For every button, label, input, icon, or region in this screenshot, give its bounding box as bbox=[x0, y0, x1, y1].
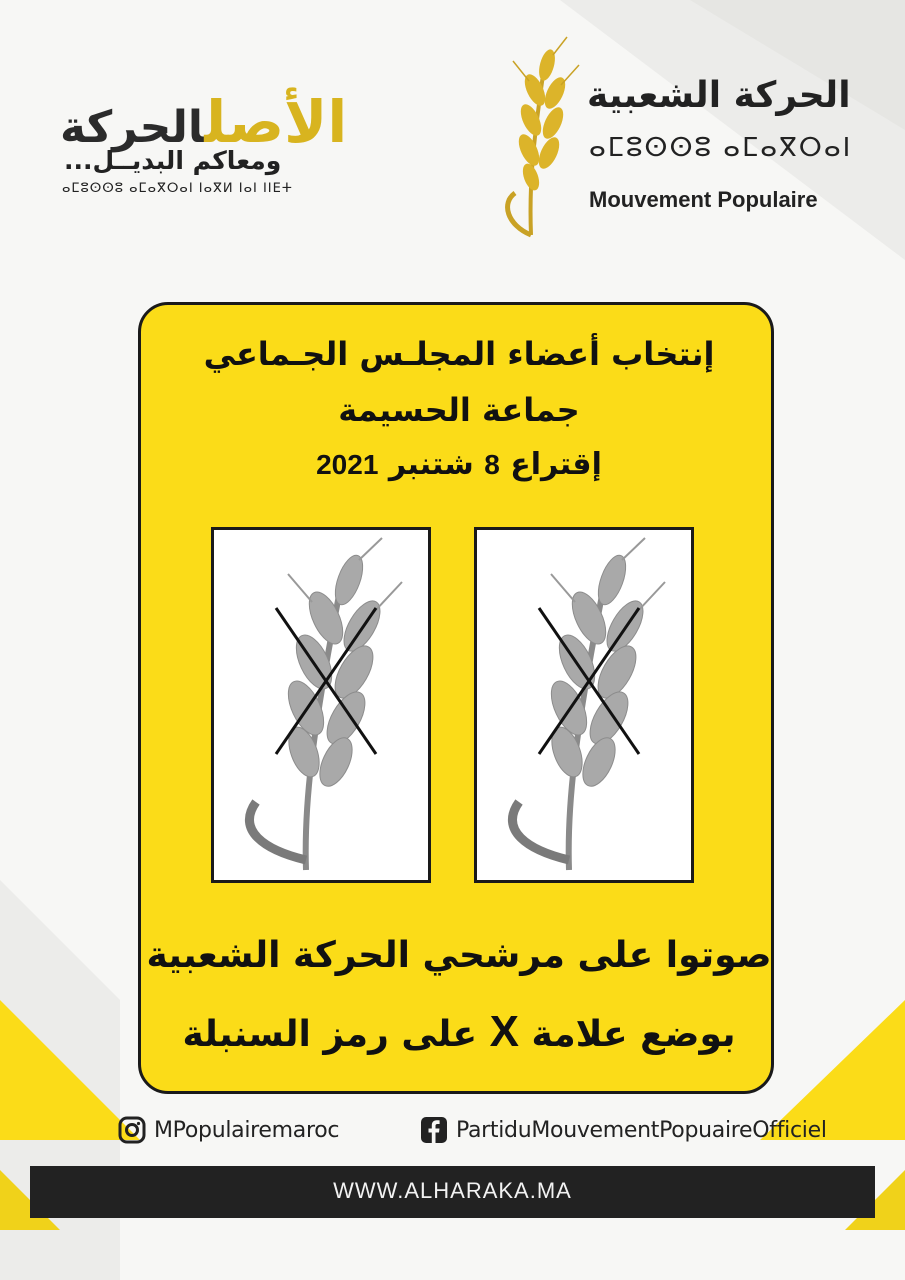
vote-call-line1: صوتوا على مرشحي الحركة الشعبية bbox=[146, 935, 772, 976]
party-name-french: Mouvement Populaire bbox=[589, 187, 818, 212]
slogan-block bbox=[40, 80, 348, 210]
slogan-title-dark: الحركة bbox=[60, 102, 205, 153]
slogan-title-gold: الأصل bbox=[204, 88, 348, 156]
election-panel bbox=[138, 302, 774, 1094]
party-name-tifinagh: ⴰⵎⵓⵙⵙⵓ ⴰⵎⴰⴳⵔⴰⵏ bbox=[589, 133, 853, 163]
slogan-tifinagh: ⴰⵎⵓⵙⵙⵓ ⴰⵎⴰⴳⵔⴰⵏ ⵏⴰⴳⵍ ⵏⴰⵏ ⵏⵏⴹⵜ bbox=[62, 181, 293, 196]
party-name-arabic: الحركة الشعبية bbox=[587, 75, 851, 116]
panel-date bbox=[141, 447, 777, 482]
panel-title: إنتخاب أعضاء المجلـس الجـماعي bbox=[203, 335, 715, 373]
instagram-link[interactable] bbox=[118, 1110, 339, 1150]
slogan-subtitle: ومعاكم البديــل... bbox=[64, 146, 282, 175]
ballot-card-left bbox=[211, 527, 431, 883]
footer-bar bbox=[30, 1166, 875, 1218]
vote-call-start: بوضع علامة bbox=[531, 1014, 736, 1055]
instagram-handle: MPopulairemaroc bbox=[154, 1117, 340, 1143]
gold-wheat-icon bbox=[495, 35, 585, 245]
party-logo bbox=[495, 35, 865, 245]
facebook-link[interactable] bbox=[420, 1110, 827, 1150]
ballot-card-right bbox=[474, 527, 694, 883]
instagram-icon bbox=[118, 1116, 146, 1144]
panel-date-day: 8 bbox=[484, 449, 500, 480]
facebook-handle: PartiduMouvementPopuaireOfficiel bbox=[456, 1117, 827, 1143]
facebook-icon bbox=[420, 1116, 448, 1144]
panel-date-year: 2021 bbox=[316, 449, 379, 480]
crossed-wheat-icon bbox=[214, 530, 428, 880]
panel-date-month: شتنبر bbox=[388, 447, 474, 482]
website-link[interactable]: WWW.ALHARAKA.MA bbox=[333, 1178, 572, 1203]
vote-call-line2 bbox=[141, 1007, 777, 1057]
panel-date-word: إقتراع bbox=[510, 447, 602, 482]
vote-call-end: على رمز السنبلة bbox=[182, 1014, 478, 1055]
vote-call-mark: X bbox=[489, 1007, 519, 1056]
crossed-wheat-icon bbox=[477, 530, 691, 880]
panel-commune: جماعة الحسيمة bbox=[338, 391, 580, 429]
